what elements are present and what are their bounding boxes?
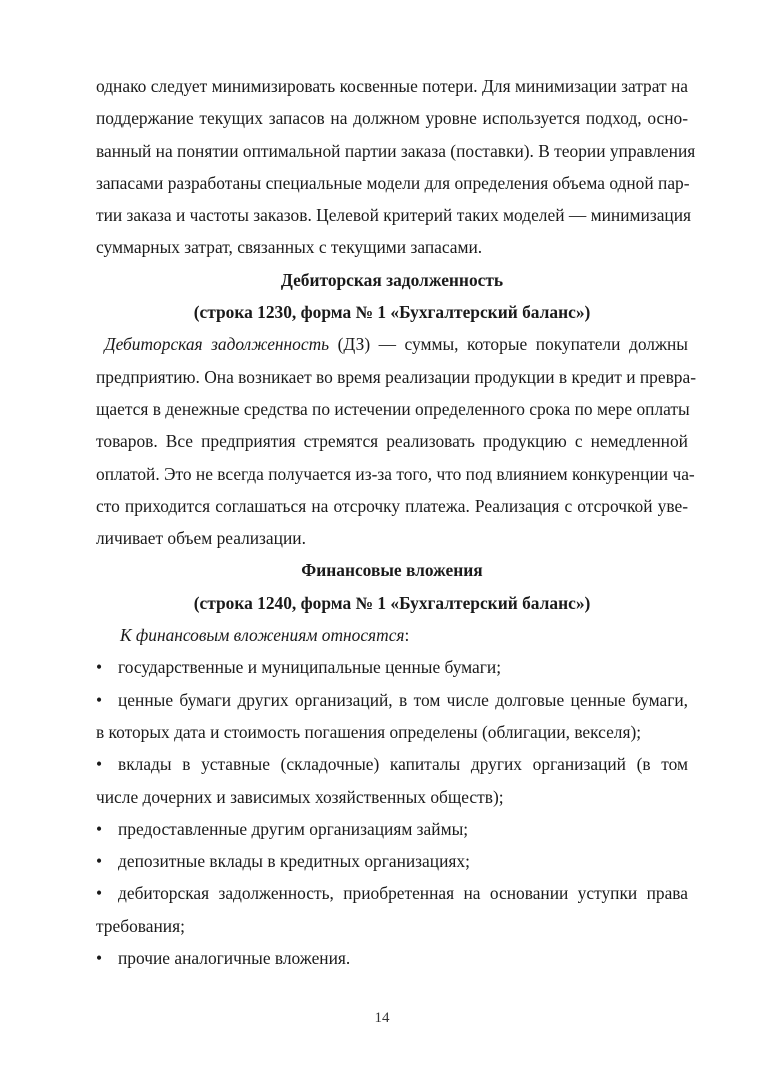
- text-line: тии заказа и частоты заказов. Целевой критерий таких моделей — минимизация: [96, 205, 692, 226]
- list-item-text: депозитные вклады в кредитных организациях;: [118, 851, 470, 872]
- bullet-icon: •: [96, 689, 103, 710]
- list-item-text: прочие аналогичные вложения.: [118, 948, 351, 969]
- bullet-icon: •: [96, 883, 103, 904]
- text-line: ванный на понятии оптимальной партии заказа (поставки). В теории управления: [96, 140, 696, 161]
- list-item: [96, 684, 688, 716]
- section-heading-receivables: Дебиторская задолженность: [280, 269, 504, 290]
- paragraph-receivables: [96, 328, 697, 554]
- text-line: поддержание текущих запасов на должном уровне используется подход, осно-: [96, 108, 688, 129]
- bullet-icon: •: [96, 754, 103, 775]
- document-page: [96, 70, 697, 974]
- text-line: запасами разработаны специальные модели для определения объема одной пар-: [96, 172, 690, 193]
- list-item-continuation: числе дочерних и зависимых хозяйственных обществ);: [96, 786, 504, 807]
- list-item-text: дебиторская задолженность, приобретенная на основании уступки права: [118, 883, 688, 904]
- text-line: однако следует минимизировать косвенные потери. Для минимизации затрат на: [96, 76, 688, 96]
- list-item-text: государственные и муниципальные ценные бумаги;: [118, 657, 502, 678]
- list-item: [96, 813, 688, 845]
- bullet-icon: •: [96, 851, 103, 872]
- text-line: сто приходится соглашаться на отсрочку платежа. Реализация с отсрочкой уве-: [96, 495, 688, 516]
- list-item-text: вклады в уставные (складочные) капиталы других организаций (в том: [118, 754, 688, 775]
- text-line: суммарных затрат, связанных с текущими запасами.: [96, 237, 483, 258]
- text-line: щается в денежные средства по истечении определенного срока по мере оплаты: [96, 398, 690, 419]
- section-subheading-receivables: (строка 1230, форма № 1 «Бухгалтерский баланс»): [193, 302, 591, 323]
- bullet-icon: •: [96, 818, 103, 839]
- list-item-text: ценные бумаги других организаций, в том числе долговые ценные бумаги,: [118, 689, 688, 710]
- page-number: 14: [374, 1010, 390, 1026]
- text-line: оплатой. Это не всегда получается из-за того, что под влиянием конкуренции ча-: [96, 463, 695, 484]
- section-subheading-investments: (строка 1240, форма № 1 «Бухгалтерский баланс»): [193, 592, 591, 613]
- investments-intro-italic: К финансовым вложениям относятся: [120, 625, 405, 646]
- list-item: [96, 748, 688, 780]
- text-fragment: (ДЗ) — суммы, которые покупатели должны: [329, 334, 688, 355]
- list-item: [96, 651, 688, 683]
- paragraph-inventory: [96, 70, 696, 264]
- list-item-continuation: требования;: [96, 915, 185, 936]
- list-item: [96, 942, 688, 974]
- investments-intro-colon: :: [404, 625, 410, 646]
- text-line: личивает объем реализации.: [96, 528, 306, 549]
- list-item-text: предоставленные другим организациям займы;: [118, 818, 469, 839]
- list-item-continuation: в которых дата и стоимость погашения определены (облигации, векселя);: [96, 721, 642, 742]
- investments-intro: [96, 619, 688, 651]
- section-heading-investments: Финансовые вложения: [301, 560, 483, 581]
- list-item: [96, 845, 688, 877]
- text-line: [96, 328, 688, 360]
- list-item: [96, 877, 688, 909]
- text-line: товаров. Все предприятия стремятся реализовать продукцию с немедленной: [96, 431, 688, 452]
- text-line: предприятию. Она возникает во время реализации продукции в кредит и превра-: [96, 366, 697, 387]
- investments-list: [96, 651, 688, 974]
- bullet-icon: •: [96, 657, 103, 678]
- term-receivables: Дебиторская задолженность: [104, 334, 330, 355]
- bullet-icon: •: [96, 948, 103, 969]
